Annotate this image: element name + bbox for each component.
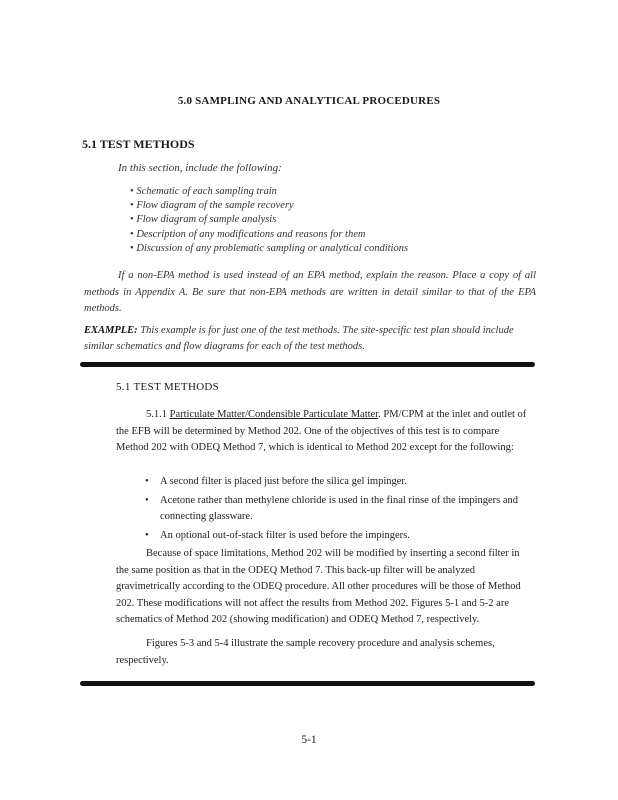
list-item: • An optional out-of-stack filter is used before the impingers. — [148, 528, 536, 545]
sample-paragraph-2: Because of space limitations, Method 202 will be modified by inserting a second filter in the same position as that in the ODEQ Method 7. This back-up filter will be analyzed gravimetrically according to the ODEQ procedure. All other procedures will be those of Method 202. These modifications will not affect the results from Method 202. Figures 5-1 and 5-2 are schematics of Method 202 (showing modification) and ODEQ Method 7, respectively. — [116, 548, 521, 626]
example-note — [84, 323, 536, 355]
page-heading: 5.0 SAMPLING AND ANALYTICAL PROCEDURES — [177, 95, 441, 107]
subsection-number: 5.1.1 — [146, 409, 167, 420]
sample-paragraph-3: Figures 5-3 and 5-4 illustrate the sample recovery procedure and analysis schemes, respectively. — [116, 638, 495, 666]
page-number: 5-1 — [301, 734, 317, 746]
divider-top — [80, 362, 535, 367]
sample-paragraph-1 — [116, 407, 532, 457]
instructions-intro: In this section, include the following: — [118, 162, 282, 174]
list-item: • Discussion of any problematic sampling or analytical conditions — [130, 242, 408, 256]
list-item: • A second filter is placed just before the silica gel impinger. — [148, 474, 536, 491]
paragraph-text: . PM/CPM at the inlet and outlet of the EFB will be determined by Method 202. One of the objectives of this test is to compare Method 202 with ODEQ Method 7, which is identical to Method 202 except for the following: — [116, 409, 527, 454]
section-title: 5.1 TEST METHODS — [82, 137, 195, 151]
example-label: EXAMPLE: — [84, 325, 138, 336]
sample-section-heading: 5.1 TEST METHODS — [116, 381, 220, 393]
instructions-list — [130, 185, 408, 256]
non-epa-note: If a non-EPA method is used instead of an EPA method, explain the reason. Place a copy of all methods in Appendix A. Be sure that non-EPA methods are written in detail similar to that of the EPA methods. — [84, 270, 536, 314]
list-item: • Acetone rather than methylene chloride is used in the final rinse of the impingers and connecting glassware. — [148, 493, 536, 526]
subsection-title: Particulate Matter/Condensible Particulate Matter — [169, 409, 379, 420]
list-item: • Schematic of each sampling train — [130, 185, 408, 199]
list-item: • Flow diagram of the sample recovery — [130, 199, 408, 213]
example-text: This example is for just one of the test methods. The site-specific test plan should include similar schematics and flow diagrams for each of the test methods. — [84, 325, 514, 352]
list-item: • Flow diagram of sample analysis — [130, 213, 408, 227]
method-differences-list — [148, 474, 536, 546]
divider-bottom — [80, 681, 535, 686]
list-item: • Description of any modifications and reasons for them — [130, 228, 408, 242]
